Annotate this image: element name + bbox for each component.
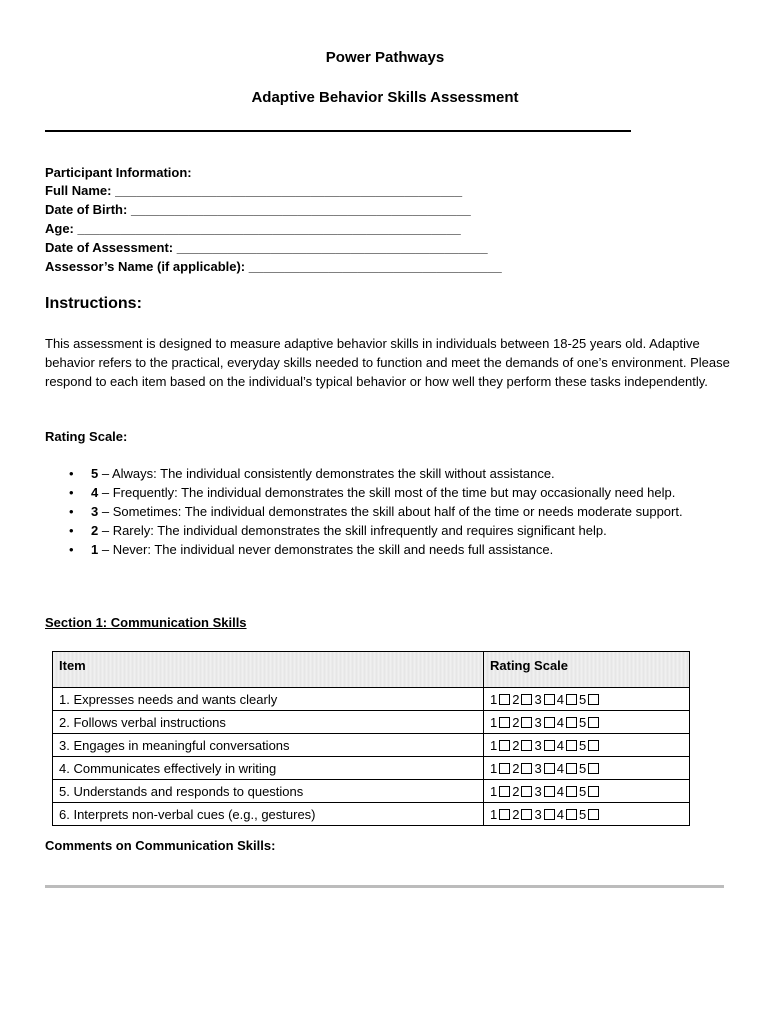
rating-number: 1 [490, 783, 498, 799]
rating-options [484, 734, 690, 757]
assessor-name-field[interactable]: Assessor’s Name (if applicable): ___________________________________ [45, 259, 502, 274]
rating-checkbox[interactable] [499, 786, 510, 797]
rating-scale-item: • 2 – Rarely: The individual demonstrates the skill infrequently and requires significant help. [91, 521, 735, 540]
title-divider [45, 130, 631, 132]
rating-number: 3 [534, 691, 542, 707]
rating-checkbox[interactable] [544, 740, 555, 751]
rating-number: 3 [534, 737, 542, 753]
rating-scale-item: • 5 – Always: The individual consistently demonstrates the skill without assistance. [91, 464, 735, 483]
rating-scale-item: • 3 – Sometimes: The individual demonstrates the skill about half of the time or needs moderate support. [91, 502, 735, 521]
column-header-rating: Rating Scale [484, 652, 690, 688]
rating-checkbox[interactable] [544, 694, 555, 705]
rating-number: 1 [490, 806, 498, 822]
item-label: 6. Interprets non-verbal cues (e.g., gestures) [53, 803, 484, 826]
table-row [53, 780, 690, 803]
column-header-item: Item [53, 652, 484, 688]
table-row [53, 757, 690, 780]
rating-checkbox[interactable] [499, 740, 510, 751]
rating-checkbox[interactable] [588, 786, 599, 797]
rating-checkbox[interactable] [588, 694, 599, 705]
rating-checkbox[interactable] [588, 763, 599, 774]
rating-checkbox[interactable] [521, 763, 532, 774]
rating-checkbox[interactable] [499, 694, 510, 705]
rating-number: 5 [578, 760, 587, 776]
rating-number: 2 [512, 714, 520, 730]
rating-number: 5 [578, 806, 587, 822]
rating-number: 5 [578, 737, 587, 753]
rating-number: 4 [556, 714, 564, 730]
rating-checkbox[interactable] [566, 786, 577, 797]
rating-number: 4 [556, 760, 564, 776]
rating-scale-item: • 4 – Frequently: The individual demonstrates the skill most of the time but may occasionally need help. [91, 483, 735, 502]
table-row [53, 711, 690, 734]
rating-number: 2 [512, 691, 520, 707]
rating-checkbox[interactable] [588, 717, 599, 728]
table-row [53, 688, 690, 711]
page-title: Adaptive Behavior Skills Assessment [251, 89, 519, 106]
rating-options [484, 803, 690, 826]
rating-checkbox[interactable] [566, 740, 577, 751]
rating-checkbox[interactable] [499, 717, 510, 728]
age-field[interactable]: Age: _____________________________________________________ [45, 221, 461, 236]
rating-checkbox[interactable] [521, 740, 532, 751]
rating-number: 1 [490, 714, 498, 730]
comments-line[interactable] [45, 885, 724, 888]
rating-checkbox[interactable] [544, 786, 555, 797]
rating-number: 2 [512, 783, 520, 799]
rating-checkbox[interactable] [544, 809, 555, 820]
item-label: 2. Follows verbal instructions [53, 711, 484, 734]
rating-number: 1 [490, 691, 498, 707]
rating-options [484, 711, 690, 734]
rating-number: 2 [512, 760, 520, 776]
rating-number: 4 [556, 737, 564, 753]
item-label: 4. Communicates effectively in writing [53, 757, 484, 780]
rating-options [484, 780, 690, 803]
org-name: Power Pathways [325, 49, 445, 66]
table-row [53, 803, 690, 826]
rating-number: 5 [578, 691, 587, 707]
rating-checkbox[interactable] [544, 763, 555, 774]
rating-number: 1 [490, 737, 498, 753]
section-1-title: Section 1: Communication Skills [45, 615, 247, 630]
instructions-heading: Instructions: [45, 295, 142, 312]
rating-checkbox[interactable] [566, 694, 577, 705]
rating-options [484, 688, 690, 711]
rating-number: 5 [578, 714, 587, 730]
rating-scale-item: • 1 – Never: The individual never demonstrates the skill and needs full assistance. [91, 540, 735, 559]
rating-number: 3 [534, 806, 542, 822]
rating-number: 4 [556, 783, 564, 799]
rating-number: 2 [512, 806, 520, 822]
rating-checkbox[interactable] [499, 809, 510, 820]
rating-checkbox[interactable] [521, 717, 532, 728]
rating-number: 1 [490, 760, 498, 776]
rating-scale-list [45, 464, 735, 559]
rating-checkbox[interactable] [588, 809, 599, 820]
full-name-field[interactable]: Full Name: ________________________________________________ [45, 183, 463, 198]
assessment-date-field[interactable]: Date of Assessment: ___________________________________________ [45, 240, 488, 255]
table-row [53, 734, 690, 757]
rating-checkbox[interactable] [521, 694, 532, 705]
rating-number: 4 [556, 806, 564, 822]
instructions-text: This assessment is designed to measure adaptive behavior skills in individuals between 18-25 years old. Adaptive behavior refers to the practical, everyday skills needed to function and meet the demands of one’s environment. Please respond to each item based on the individual’s typical behavior or how well they perform these tasks independently. [45, 336, 730, 389]
rating-checkbox[interactable] [588, 740, 599, 751]
rating-checkbox[interactable] [499, 763, 510, 774]
communication-skills-table [52, 651, 690, 826]
comments-label: Comments on Communication Skills: [45, 838, 276, 853]
rating-number: 5 [578, 783, 587, 799]
rating-checkbox[interactable] [521, 809, 532, 820]
rating-number: 3 [534, 783, 542, 799]
rating-scale-heading: Rating Scale: [45, 429, 128, 444]
rating-number: 4 [556, 691, 564, 707]
item-label: 1. Expresses needs and wants clearly [53, 688, 484, 711]
participant-heading: Participant Information: [45, 165, 192, 180]
rating-number: 3 [534, 714, 542, 730]
item-label: 3. Engages in meaningful conversations [53, 734, 484, 757]
rating-checkbox[interactable] [521, 786, 532, 797]
rating-checkbox[interactable] [566, 763, 577, 774]
rating-checkbox[interactable] [566, 809, 577, 820]
item-label: 5. Understands and responds to questions [53, 780, 484, 803]
rating-number: 3 [534, 760, 542, 776]
rating-options [484, 757, 690, 780]
rating-checkbox[interactable] [544, 717, 555, 728]
rating-number: 2 [512, 737, 520, 753]
dob-field[interactable]: Date of Birth: _______________________________________________ [45, 202, 471, 217]
rating-checkbox[interactable] [566, 717, 577, 728]
